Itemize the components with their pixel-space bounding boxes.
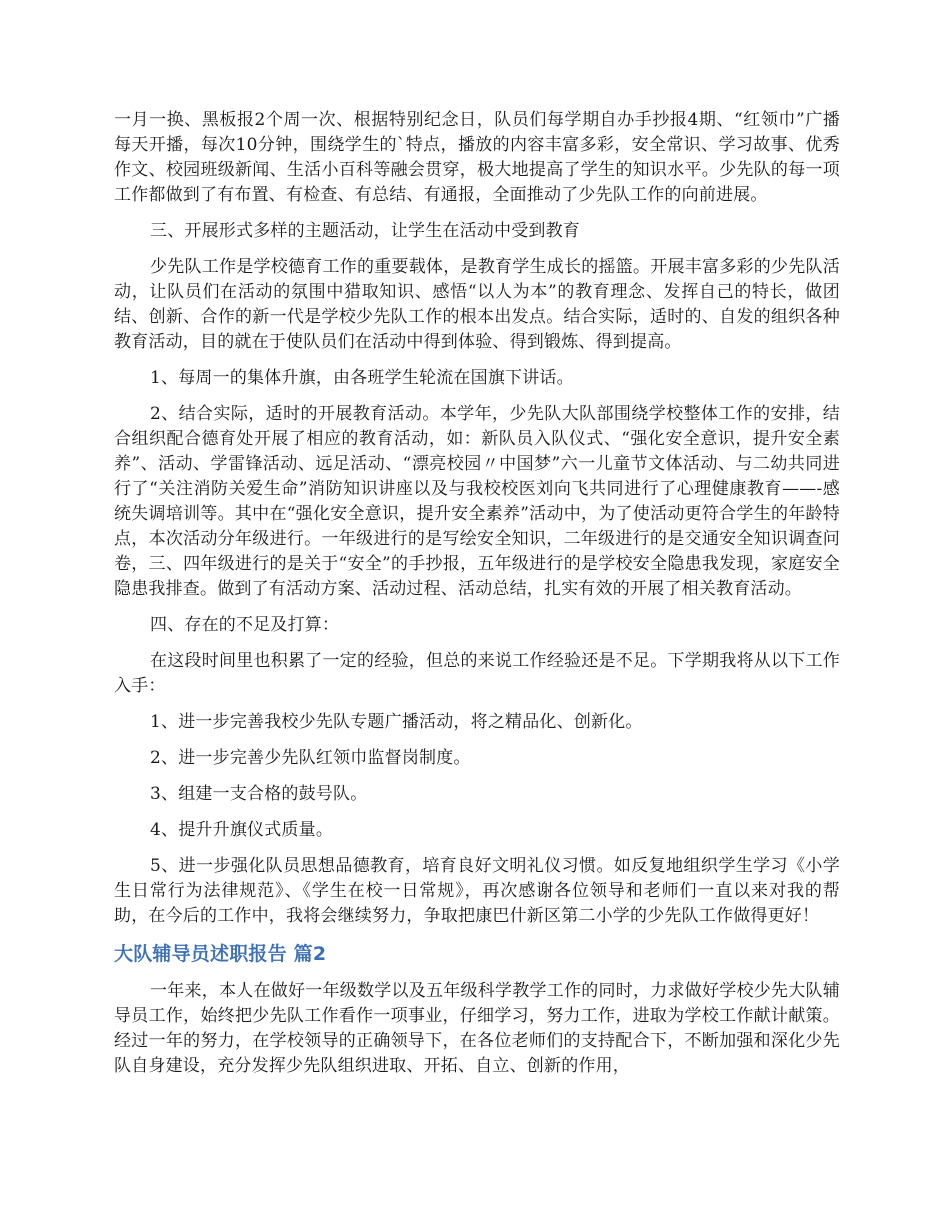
list-item: 3、组建一支合格的鼓号队。 [150,784,368,804]
paragraph: 一年来，本人在做好一年级数学以及五年级科学教学工作的同时，力求做好学校少先大队辅导员工作，始终把少先队工作看作一项事业，仔细学习，努力工作，进取为学校工作献计献策。经过一年的努力，在学校领导的正确领导下，在各位老师们的支持配合下，不断加强和深化少先队自身建设，充分发挥少先队组织进取、开拓、自立、创新的作用， [114,981,840,1076]
list-item: 4、提升升旗仪式质量。 [150,820,334,840]
list-item: 5、进一步强化队员思想品德教育，培育良好文明礼仪习惯。如反复地组织学生学习《小学生日常行为法律规范》、《学生在校一日常规》，再次感谢各位领导和老师们一直以来对我的帮助，在今后的工作中，我将会继续努力，争取把康巴什新区第二小学的少先队工作做得更好！ [114,856,840,926]
paragraph: 少先队工作是学校德育工作的重要载体，是教育学生成长的摇篮。开展丰富多彩的少先队活动，让队员们在活动的氛围中猎取知识、感悟“以人为本”的教育理念、发挥自己的特长，做团结、创新、合作的新一代是学校少先队工作的根本出发点。结合实际，适时的、自发的组织各种教育活动，目的就在于使队员们在活动中得到体验、得到锻炼、得到提高。 [114,257,840,352]
list-item: 1、每周一的集体升旗，由各班学生轮流在国旗下讲话。 [150,368,574,388]
section-four-title: 四、存在的不足及打算： [150,615,340,635]
list-item: 1、进一步完善我校少先队专题广播活动，将之精品化、创新化。 [150,712,643,732]
paragraph-continued: 一月一换、黑板报2个周一次、根据特别纪念日，队员们每学期自办手抄报4期、“红领巾”广播每天开播，每次10分钟，围绕学生的`特点，播放的内容丰富多彩，安全常识、学习故事、优秀作文、校园班级新闻、生活小百科等融会贯穿，极大地提高了学生的知识水平。少先队的每一项工作都做到了有布置、有检查、有总结、有通报，全面推动了少先队工作的向前进展。 [114,110,840,205]
section-three-title: 三、开展形式多样的主题活动，让学生在活动中受到教育 [150,221,580,241]
document-page [114,108,840,1090]
list-item: 2、结合实际，适时的开展教育活动。本学年，少先队大队部围绕学校整体工作的安排，结合组织配合德育处开展了相应的教育活动，如：新队员入队仪式、“强化安全意识，提升安全素养”、活动、学雷锋活动、远足活动、“漂亮校园〃中国梦”六一儿童节文体活动、与二幼共同进行了“关注消防关爱生命”消防知识讲座以及与我校校医刘向飞共同进行了心理健康教育——-感统失调培训等。其中在“强化安全意识，提升安全素养”活动中，为了使活动更符合学生的年龄特点，本次活动分年级进行。一年级进行的是写绘安全知识，二年级进行的是交通安全知识调查问卷，三、四年级进行的是关于“安全”的手抄报，五年级进行的是学校安全隐患我发现，家庭安全隐患我排查。做到了有活动方案、活动过程、活动总结，扎实有效的开展了相关教育活动。 [114,404,840,599]
list-item: 2、进一步完善少先队红领巾监督岗制度。 [150,748,471,768]
section-heading: 大队辅导员述职报告 篇2 [114,943,327,965]
paragraph: 在这段时间里也积累了一定的经验，但总的来说工作经验还是不足。下学期我将从以下工作入手： [114,651,840,696]
